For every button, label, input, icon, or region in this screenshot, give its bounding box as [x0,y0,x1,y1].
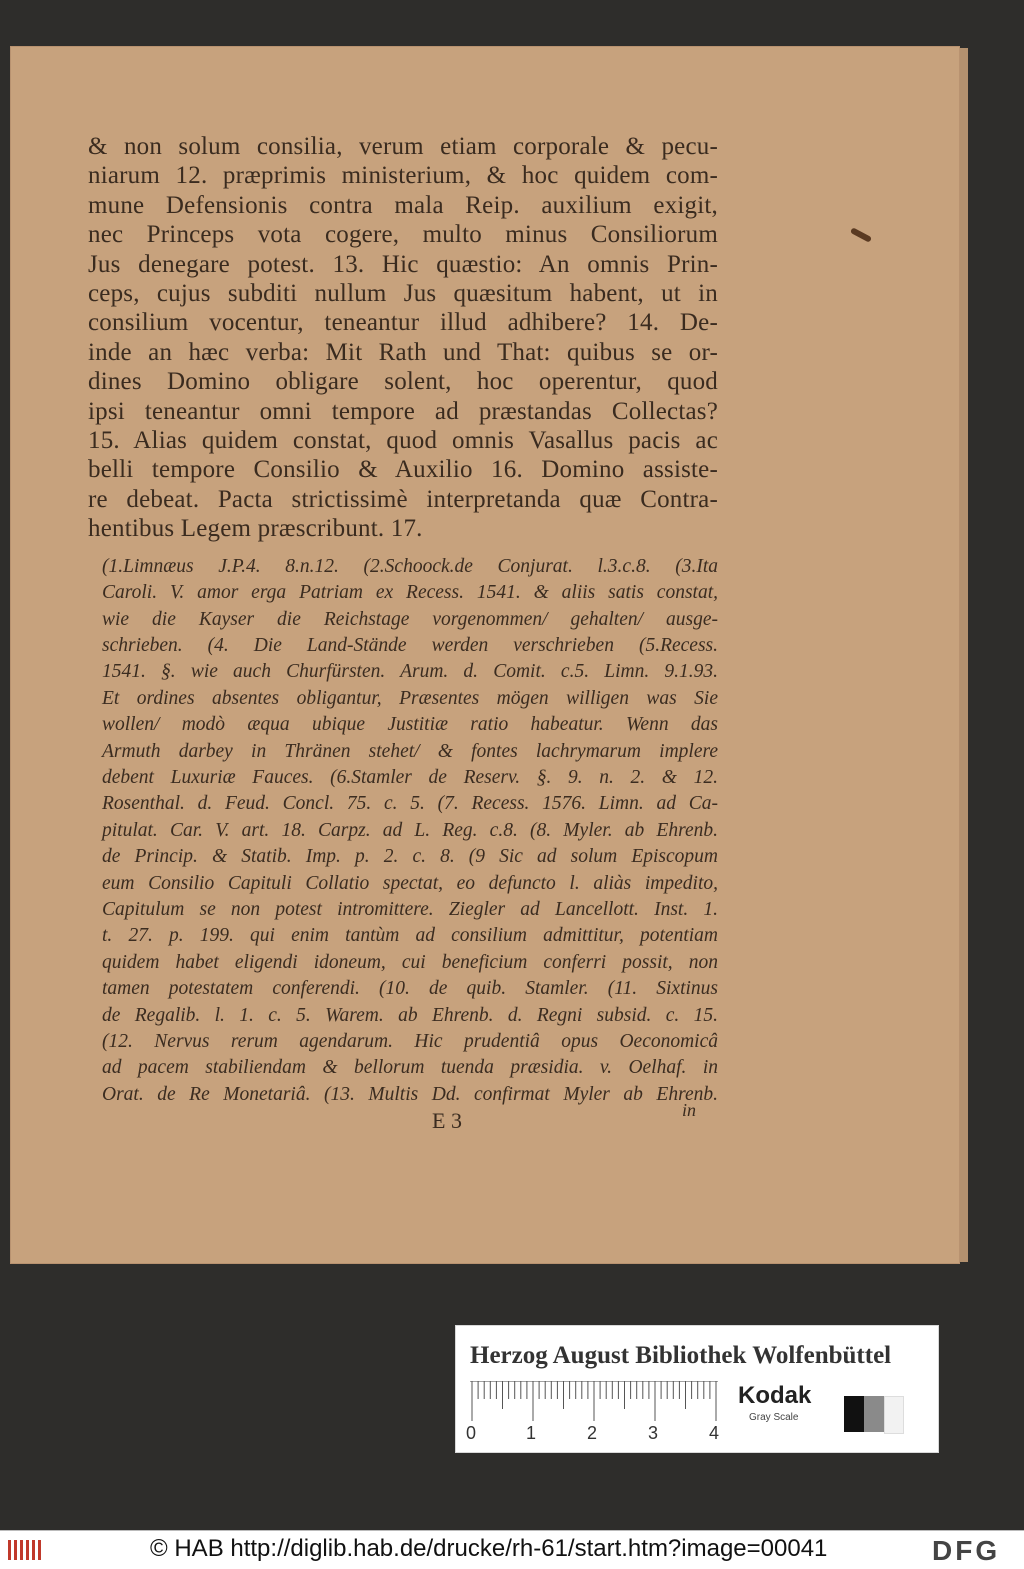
gray-scale-label: Gray Scale [749,1412,799,1423]
body-line: consilium vocentur, teneantur illud adhibere? 14. De- [88,309,718,337]
footnote-line: Et ordines absentes obligantur, Præsentes mögen willigen was Sie [102,687,718,709]
body-line: dines Domino obligare solent, hoc operentur, quod [88,368,718,396]
gray-patch-gray [864,1396,884,1432]
body-text [88,132,718,544]
gray-patch-black [844,1396,864,1432]
footnote-line: t. 27. p. 199. qui enim tantùm ad consilium admittitur, potentiam [102,925,718,947]
footnote-line: Caroli. V. amor erga Patriam ex Recess. 1541. & aliis satis constat, [102,582,718,604]
body-line: re debeat. Pacta strictissimè interpretanda quæ Contra- [88,485,718,513]
ruler-number: 2 [587,1423,598,1443]
page-text [88,132,718,1108]
ruler-number: 4 [709,1423,720,1443]
ruler-number: 3 [648,1423,659,1443]
footnote-line: de Regalib. l. 1. c. 5. Warem. ab Ehrenb. d. Regni subsid. c. 15. [102,1004,718,1026]
catchword: in [682,1100,697,1120]
body-line: ipsi teneantur omni tempore ad præstandas Collectas? [88,397,718,425]
footnote-line: wollen/ modò æqua ubique Justitiæ ratio habeatur. Wenn das [102,714,718,736]
footnote-line: 1541. §. wie auch Churfürsten. Arum. d. Comit. c.5. Limn. 9.1.93. [102,661,718,683]
body-line: & non solum consilia, verum etiam corporale & pecu- [88,133,718,160]
gray-patch-white [884,1396,904,1434]
body-line: mune Defensionis contra mala Reip. auxilium exigit, [88,191,718,219]
hab-logo-icon [6,1537,46,1563]
body-line: Jus denegare potest. 13. Hic quæstio: An omnis Prin- [88,250,718,278]
dfg-logo: DFG [932,1535,1001,1566]
body-line: 15. Alias quidem constat, quod omnis Vasallus pacis ac [88,427,718,455]
footnote-line: Armuth darbey in Thränen stehet/ & fontes lachrymarum implere [102,740,718,762]
library-label-card [455,1325,939,1453]
footnote-line: schrieben. (4. Die Land-Stände werden verschrieben (5.Recess. [102,634,718,656]
footnote-line: quidem habet eligendi idoneum, cui beneficium conferri possit, non [102,951,718,973]
library-name: Herzog August Bibliothek Wolfenbüttel [470,1342,892,1369]
footer-bar [0,1530,1024,1569]
body-line: niarum 12. præprimis ministerium, & hoc quidem com- [88,162,718,190]
body-line: inde an hæc verba: Mit Rath und That: quibus se or- [88,338,718,366]
footnote-line: eum Consilio Capituli Collatio spectat, eo defuncto l. aliàs impedito, [102,872,718,894]
kodak-logo: Kodak [738,1382,812,1409]
footnote-line: de Princip. & Statib. Imp. p. 2. c. 8. (9 Sic ad solum Episcopum [102,846,718,868]
body-line: nec Princeps vota cogere, multo minus Consiliorum [88,221,718,249]
footnote-line: Capitulum se non potest intromittere. Ziegler ad Lancellott. Inst. 1. [102,898,718,920]
signature-mark: E 3 [432,1108,462,1133]
footnote-line: Orat. de Re Monetariâ. (13. Multis Dd. confirmat Myler ab Ehrenb. [102,1083,718,1105]
ruler-scale [470,1381,718,1421]
footnote-line: (1.Limnæus J.P.4. 8.n.12. (2.Schoock.de Conjurat. l.3.c.8. (3.Ita [102,555,718,577]
body-line: hentibus Legem præscribunt. 17. [88,515,423,543]
body-line: belli tempore Consilio & Auxilio 16. Domino assiste- [88,456,718,484]
footnote-line: pitulat. Car. V. art. 18. Carpz. ad L. Reg. c.8. (8. Myler. ab Ehrenb. [102,819,718,841]
footnote-line: debent Luxuriæ Fauces. (6.Stamler de Reserv. §. 9. n. 2. & 12. [102,766,718,788]
footnotes [82,554,718,1109]
body-line: ceps, cujus subditi nullum Jus quæsitum habent, ut in [88,280,718,308]
footnote-line: Rosenthal. d. Feud. Concl. 75. c. 5. (7. Recess. 1576. Limn. ad Ca- [102,793,718,815]
copyright-url: © HAB http://diglib.hab.de/drucke/rh-61/start.htm?image=00041 [150,1535,828,1562]
footnote-line: tamen potestatem conferendi. (10. de quib. Stamler. (11. Sixtinus [102,978,718,1000]
footnote-line: (12. Nervus rerum agendarum. Hic prudentiâ opus Oeconomicâ [102,1031,718,1052]
ruler-number: 1 [526,1423,537,1443]
footnote-line: wie die Kayser die Reichstage vorgenommen/ gehalten/ ausge- [102,608,718,630]
footnote-line: ad pacem stabiliendam & bellorum tuenda præsidia. v. Oelhaf. in [102,1057,718,1079]
ruler-number: 0 [466,1423,477,1443]
ink-mark [850,227,872,243]
